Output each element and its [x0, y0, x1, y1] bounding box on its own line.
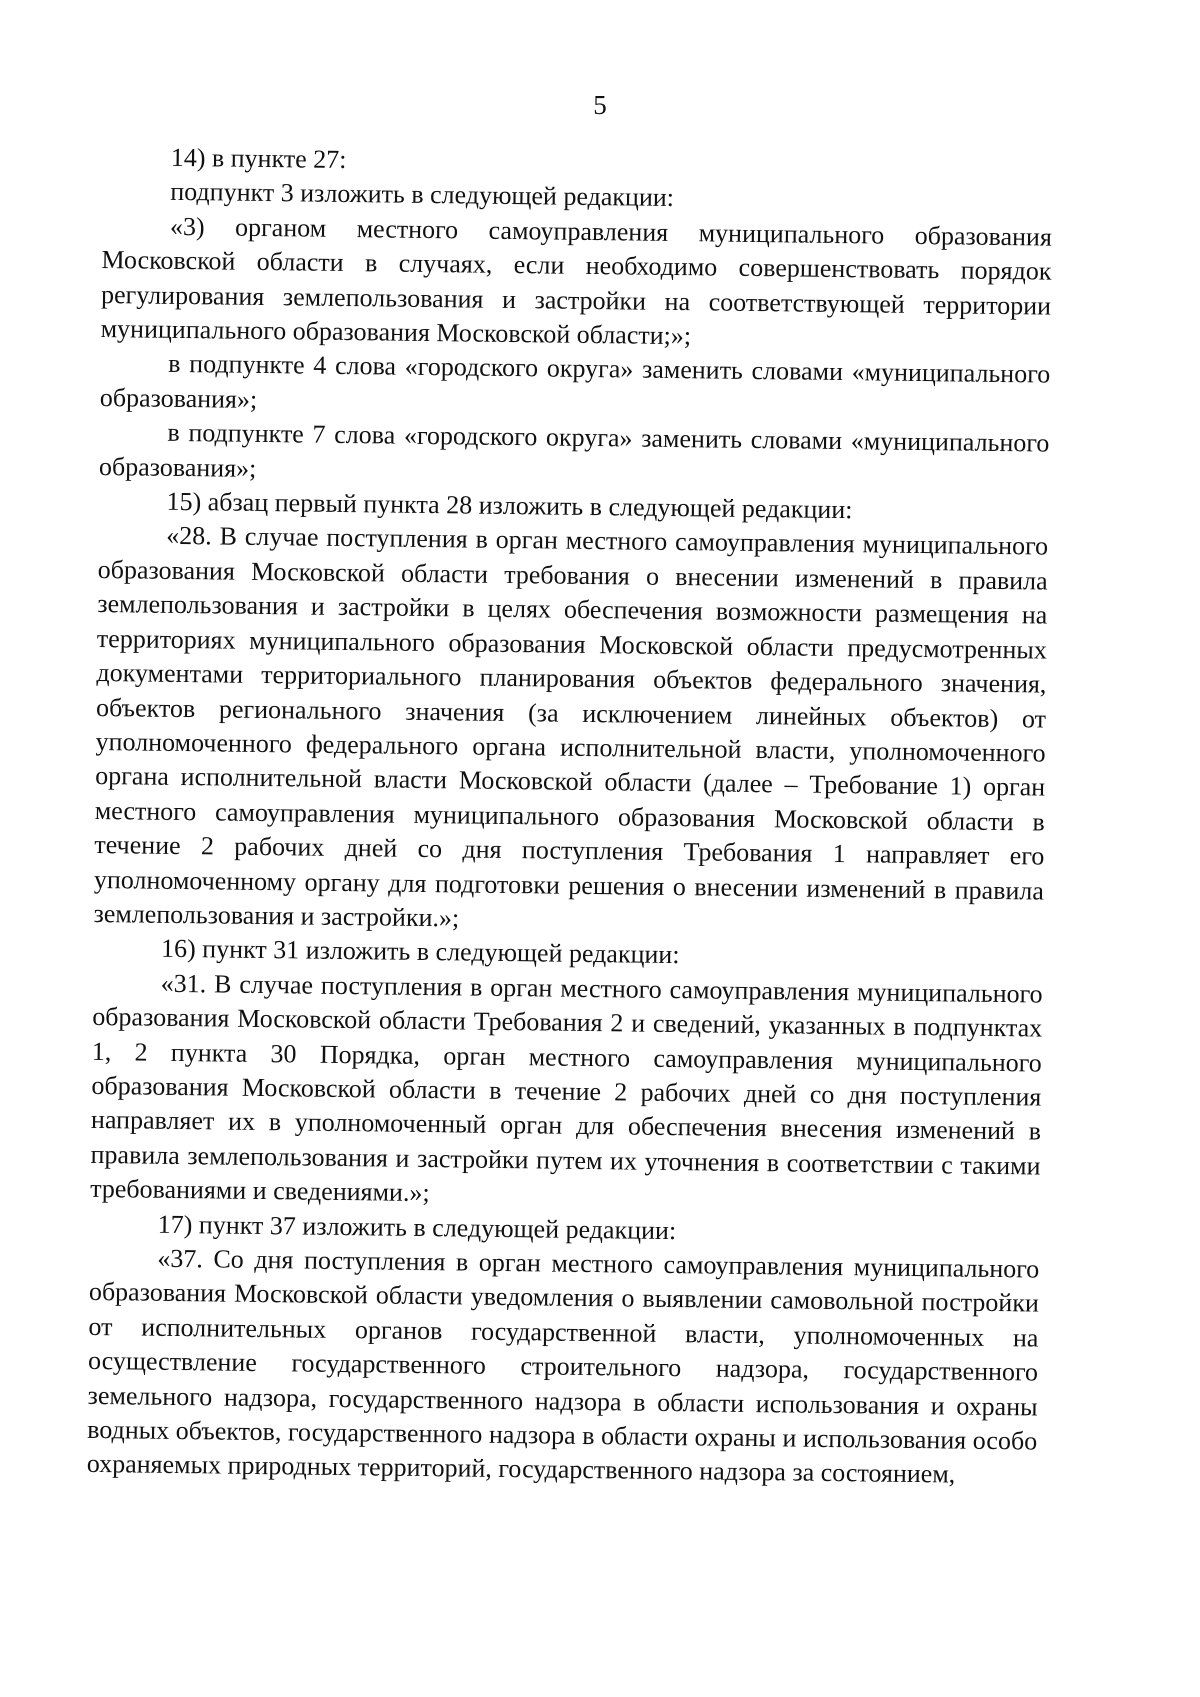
paragraph-subitem-4: в подпункте 4 слова «городского округа» заменить словами «муниципального образования»;: [99, 349, 1051, 414]
paragraph-item-17: 17) пункт 37 изложить в следующей редакции:: [157, 1209, 677, 1245]
paragraph-point-31-text: «31. В случае поступления в орган местного самоуправления муниципального образования Московской области Требования 2 и сведений, указанных в подпунктах 1, 2 пункта 30 Порядка, орган местного самоуправления муниципального образования Московской области в течение 2 рабочих дней со дня поступления направляет их в уполномоченный орган для обеспечения внесения изменений в правила землепользования и застройки путем их уточнения в соответствии с такими требованиями и сведениями.»;: [90, 968, 1043, 1208]
paragraph-point-37-text: «37. Со дня поступления в орган местного самоуправления муниципального образования Московской области уведомления о выявлении самовольной постройки от исполнительных органов государственной власти, уполномоченных на осуществление государственного строительного надзора, государственного земельного надзора, государственного надзора в области использования и охраны водных объектов, государственного надзора в области охраны и использования особо охраняемых природных территорий, государственного надзора за состоянием,: [86, 1243, 1040, 1489]
paragraph-item-14: 14) в пункте 27:: [170, 142, 347, 174]
paragraph-point-28-text: «28. В случае поступления в орган местного самоуправления муниципального образования Московской области требования о внесении изменений в правила землепользования и застройки в целях обеспечения возможности размещения на территориях муниципального образования Московской области предусмотренных документами территориального планирования объектов федерального значения, объектов регионального значения (за исключением линейных объектов) от уполномоченного федерального органа исполнительной власти, уполномоченного органа исполнительной власти Московской области (далее – Требование 1) орган местного самоуправления муниципального образования Московской области в течение 2 рабочих дней со дня поступления Требования 1 направляет его уполномоченному органу для подготовки решения о внесении изменений в правила землепользования и застройки.»;: [93, 521, 1049, 933]
paragraph-subitem-7: в подпункте 7 слова «городского округа» заменить словами «муниципального образования»;: [98, 418, 1050, 483]
paragraph-item-16: 16) пункт 31 изложить в следующей редакции:: [160, 934, 680, 970]
paragraph-subitem-3-text: «3) органом местного самоуправления муниципального образования Московской области в случаях, если необходимо совершенствовать порядок регулирования землепользования и застройки на соответствующей территории муниципального образования Московской области;»;: [100, 211, 1053, 351]
paragraph-subitem-3-intro: подпункт 3 изложить в следующей редакции:: [170, 177, 675, 213]
page-number: 5: [593, 90, 607, 120]
document-body: [87, 140, 1053, 1493]
paragraph-item-15: 15) абзац первый пункта 28 изложить в следующей редакции:: [166, 486, 853, 525]
